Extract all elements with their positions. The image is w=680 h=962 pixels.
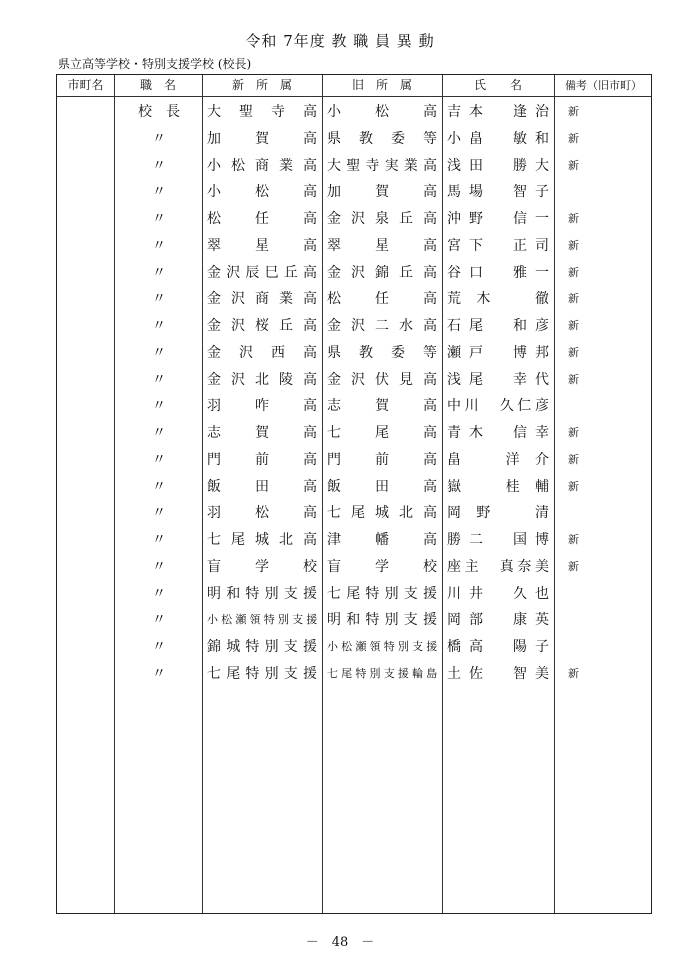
old-affiliation-cell: 県教委等 (327, 130, 437, 147)
position-cell: 〃 (152, 344, 166, 361)
position-cell: 〃 (152, 264, 166, 281)
position-cell: 〃 (152, 532, 166, 548)
name-cell: 嶽 桂輔 (447, 478, 549, 495)
remarks-cell: 新 (568, 533, 579, 546)
position-cell: 〃 (152, 558, 166, 575)
name-cell: 沖野 信一 (447, 211, 549, 227)
header-position: 職 名 (139, 78, 176, 92)
old-affiliation-cell: 金沢二水高 (327, 318, 437, 334)
new-affiliation-cell: 七尾特別支援 (207, 665, 317, 682)
new-affiliation-cell: 金沢北陵高 (207, 371, 317, 388)
new-affiliation-cell: 盲学校 (207, 558, 317, 575)
remarks-cell (568, 393, 598, 420)
remarks-cell: 新 (568, 426, 579, 439)
name-cell: 小畠 敏和 (447, 130, 549, 147)
remarks-cell: 新 (568, 479, 579, 493)
header-municipality: 市町名 (67, 78, 104, 92)
position-cell: 〃 (152, 318, 166, 334)
header-new-affiliation: 新 所 属 (231, 78, 292, 92)
name-cell: 岡部 康英 (447, 612, 549, 629)
old-affiliation-cell: 志賀高 (327, 398, 437, 415)
table-row (57, 179, 653, 206)
old-affiliation-cell: 門前高 (327, 451, 437, 468)
name-cell: 座主 真奈美 (447, 558, 549, 575)
remarks-cell: 新 (568, 131, 579, 145)
old-affiliation-cell: 金沢錦丘高 (327, 264, 437, 281)
new-affiliation-cell: 錦城特別支援 (207, 639, 317, 655)
table-row (57, 233, 653, 260)
new-affiliation-cell: 門前高 (207, 451, 317, 468)
name-cell: 荒木 徹 (447, 291, 549, 308)
name-cell: 吉本 逢治 (447, 104, 549, 120)
new-affiliation-cell: 小松商業高 (207, 157, 317, 174)
remarks-cell: 新 (568, 265, 579, 279)
new-affiliation-cell: 志賀高 (207, 425, 317, 441)
name-cell: 勝二 国博 (447, 532, 549, 548)
new-affiliation-cell: 七尾城北高 (207, 532, 317, 548)
remarks-cell: 新 (568, 372, 579, 386)
old-affiliation-cell: 七尾高 (327, 425, 437, 441)
old-affiliation-cell: 翠星高 (327, 237, 437, 254)
remarks-cell: 新 (568, 666, 579, 680)
table-row (57, 500, 653, 527)
new-affiliation-cell: 金沢西高 (207, 344, 317, 361)
name-cell: 石尾 和彦 (447, 318, 549, 334)
new-affiliation-cell: 飯田高 (207, 478, 317, 495)
table-row (57, 447, 653, 474)
table-row (57, 260, 653, 287)
remarks-cell (568, 179, 598, 206)
table-row (57, 527, 653, 554)
old-affiliation-cell: 金沢泉丘高 (327, 211, 437, 227)
name-cell: 浅尾 幸代 (447, 371, 549, 388)
old-affiliation-cell: 金沢伏見高 (327, 371, 437, 388)
new-affiliation-cell: 羽咋高 (207, 398, 317, 415)
old-affiliation-cell: 明和特別支援 (327, 612, 437, 629)
position-cell: 〃 (152, 639, 166, 655)
remarks-cell (568, 500, 598, 527)
remarks-cell: 新 (568, 238, 579, 252)
old-affiliation-cell: 七尾特別支援 (327, 585, 437, 602)
position-cell: 校 長 (138, 104, 180, 120)
table-row (57, 126, 653, 153)
new-affiliation-cell: 松任高 (207, 211, 317, 227)
name-cell: 土佐 智美 (447, 665, 549, 682)
header-name: 氏 名 (473, 78, 522, 92)
remarks-cell: 新 (568, 105, 579, 118)
new-affiliation-cell: 小松高 (207, 184, 317, 201)
page-number: － 48 － (305, 935, 375, 950)
name-cell: 岡野 清 (447, 505, 549, 522)
position-cell: 〃 (152, 211, 166, 227)
position-cell: 〃 (152, 665, 166, 682)
table-row (57, 206, 653, 233)
remarks-cell: 新 (568, 559, 579, 573)
old-affiliation-cell: 小松瀬領特別支援 (327, 640, 437, 653)
new-affiliation-cell: 明和特別支援 (207, 585, 317, 602)
new-affiliation-cell: 大聖寺高 (207, 104, 317, 120)
name-cell: 青木 信幸 (447, 425, 549, 441)
new-affiliation-cell: 小松瀬領特別支援 (207, 613, 317, 627)
header-divider (57, 96, 651, 97)
position-cell: 〃 (152, 478, 166, 495)
remarks-cell: 新 (568, 158, 579, 172)
new-affiliation-cell: 翠星高 (207, 237, 317, 254)
remarks-cell (568, 634, 598, 661)
table-row (57, 420, 653, 447)
position-cell: 〃 (152, 612, 166, 629)
name-cell: 瀬戸 博邦 (447, 344, 549, 361)
position-cell: 〃 (152, 451, 166, 468)
name-cell: 橋高 陽子 (447, 639, 549, 655)
old-affiliation-cell: 加賀高 (327, 184, 437, 201)
position-cell: 〃 (152, 425, 166, 441)
table-row (57, 153, 653, 180)
table-row (57, 393, 653, 420)
position-cell: 〃 (152, 505, 166, 522)
old-affiliation-cell: 飯田高 (327, 478, 437, 495)
old-affiliation-cell: 小松高 (327, 104, 437, 120)
position-cell: 〃 (152, 398, 166, 415)
name-cell: 川井 久也 (447, 585, 549, 602)
name-cell: 畠 洋介 (447, 451, 549, 468)
remarks-cell: 新 (568, 292, 579, 306)
name-cell: 谷口 雅一 (447, 264, 549, 281)
position-cell: 〃 (152, 585, 166, 602)
name-cell: 中川 久仁彦 (447, 398, 549, 415)
old-affiliation-cell: 松任高 (327, 291, 437, 308)
table-row (57, 99, 653, 126)
remarks-cell (568, 581, 598, 608)
position-cell: 〃 (152, 157, 166, 174)
header-remarks: 備考（旧市町） (565, 79, 642, 92)
old-affiliation-cell: 盲学校 (327, 558, 437, 575)
remarks-cell: 新 (568, 452, 579, 466)
remarks-cell: 新 (568, 345, 579, 359)
new-affiliation-cell: 加賀高 (207, 130, 317, 147)
remarks-cell (568, 607, 598, 634)
new-affiliation-cell: 羽松高 (207, 505, 317, 522)
position-cell: 〃 (152, 237, 166, 254)
position-cell: 〃 (152, 291, 166, 308)
position-cell: 〃 (152, 371, 166, 388)
position-cell: 〃 (152, 130, 166, 147)
remarks-cell: 新 (568, 319, 579, 332)
old-affiliation-cell: 大聖寺実業高 (327, 157, 437, 174)
new-affiliation-cell: 金沢桜丘高 (207, 318, 317, 334)
new-affiliation-cell: 金沢商業高 (207, 291, 317, 308)
old-affiliation-cell: 津幡高 (327, 532, 437, 548)
personnel-table (56, 74, 652, 914)
remarks-cell: 新 (568, 212, 579, 225)
table-row (57, 286, 653, 313)
table-row (57, 661, 653, 688)
page-title: 令和 7年度 教 職 員 異 動 (245, 32, 435, 50)
name-cell: 馬場 智子 (447, 184, 549, 201)
table-row (57, 634, 653, 661)
new-affiliation-cell: 金沢辰巳丘高 (207, 264, 317, 281)
table-row (57, 474, 653, 501)
table-row (57, 340, 653, 367)
old-affiliation-cell: 七尾城北高 (327, 505, 437, 522)
old-affiliation-cell: 七尾特別支援輪島 (327, 666, 437, 680)
table-row (57, 367, 653, 394)
position-cell: 〃 (152, 184, 166, 201)
name-cell: 浅田 勝大 (447, 157, 549, 174)
table-row (57, 607, 653, 634)
table-row (57, 313, 653, 340)
section-subtitle: 県立高等学校・特別支援学校 (校長) (58, 57, 252, 71)
header-old-affiliation: 旧 所 属 (351, 78, 412, 92)
table-row (57, 581, 653, 608)
name-cell: 宮下 正司 (447, 237, 549, 254)
old-affiliation-cell: 県教委等 (327, 344, 437, 361)
table-row (57, 554, 653, 581)
